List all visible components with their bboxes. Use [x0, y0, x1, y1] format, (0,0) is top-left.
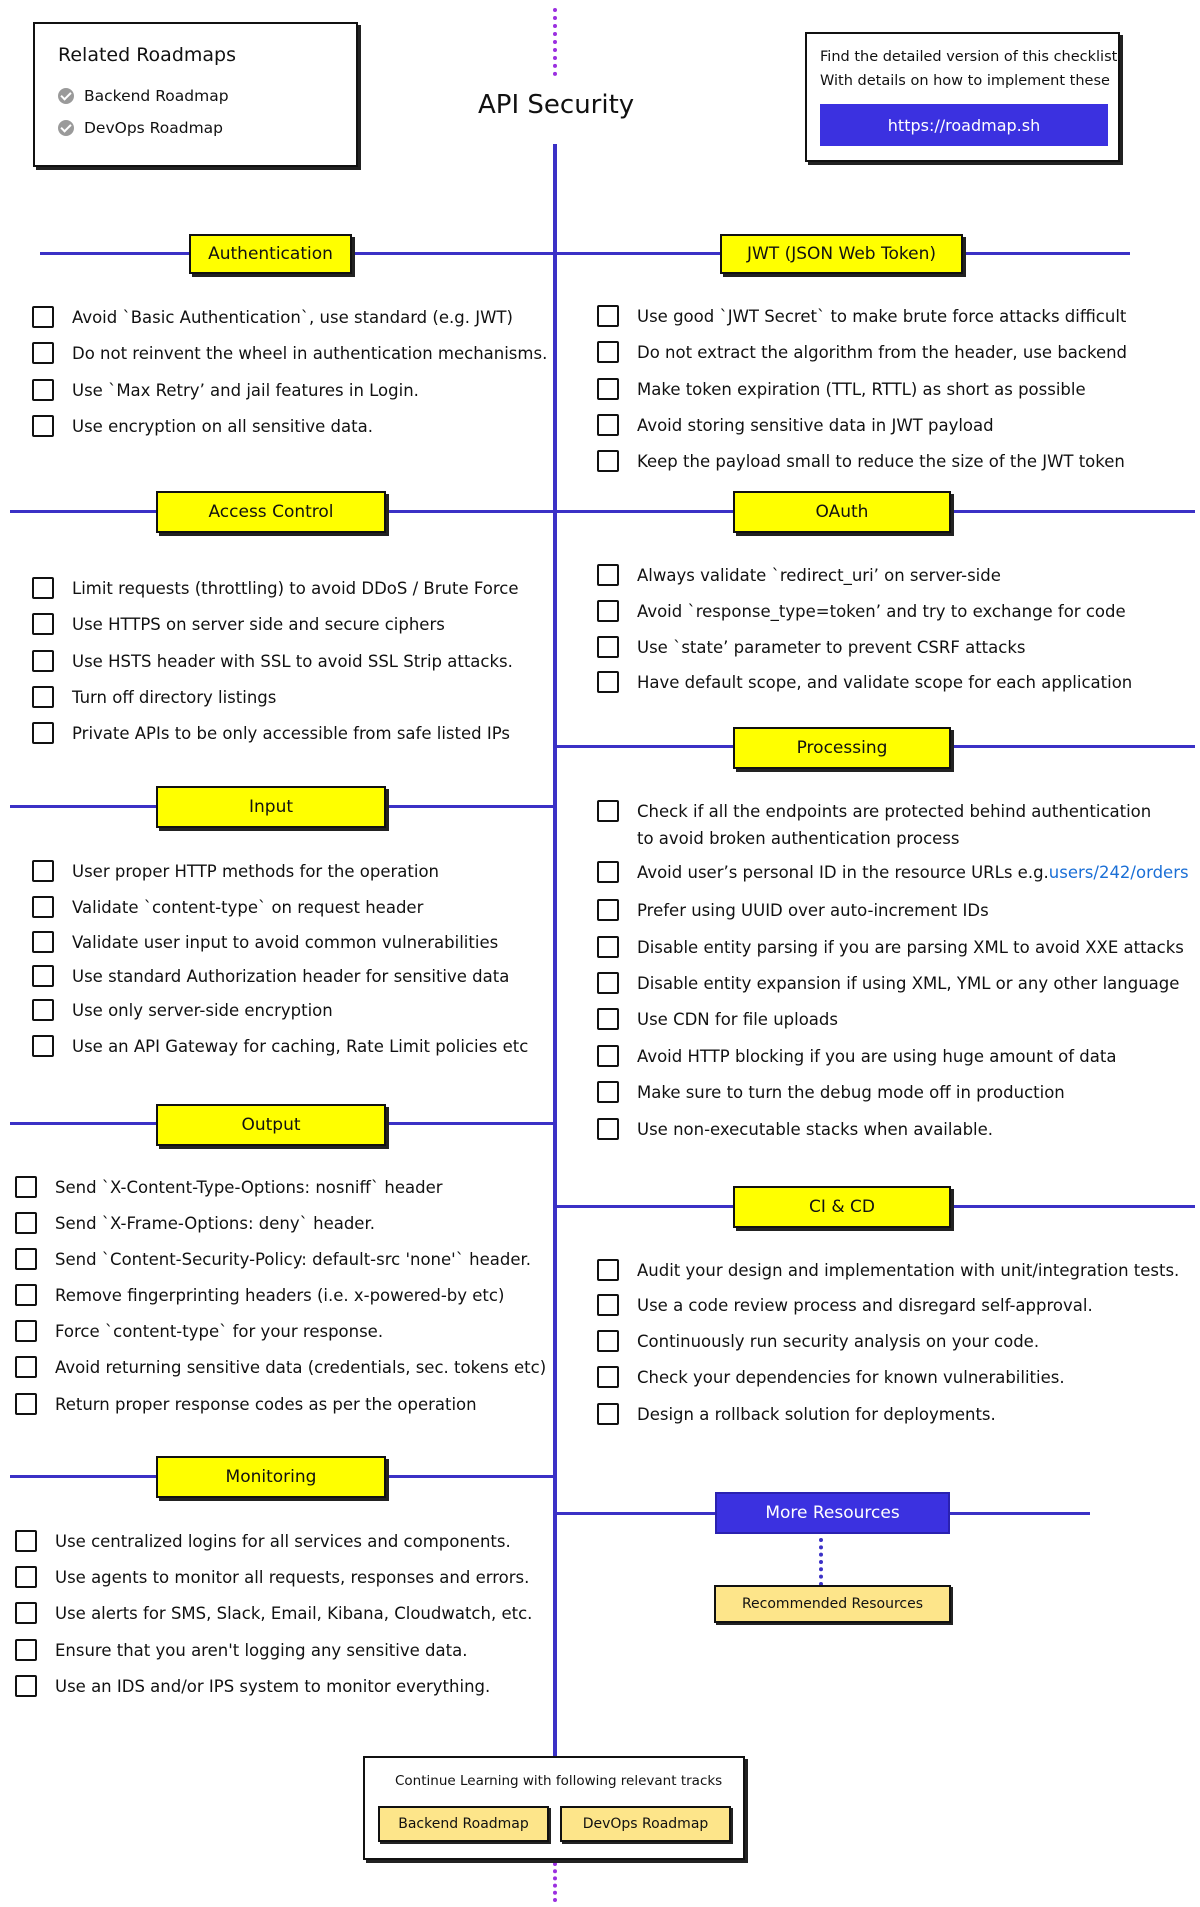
section-oauth[interactable]: OAuth — [733, 491, 951, 533]
item-text: Design a rollback solution for deployments. — [637, 1404, 996, 1424]
checklist-item[interactable] — [597, 1294, 1093, 1316]
checkbox[interactable] — [597, 450, 619, 472]
related-roadmap-devops[interactable] — [58, 119, 223, 137]
checkbox[interactable] — [32, 722, 54, 744]
item-text: Ensure that you aren't logging any sensitive data. — [55, 1640, 468, 1660]
checkbox[interactable] — [597, 378, 619, 400]
item-text: Use standard Authorization header for sensitive data — [72, 966, 510, 986]
checklist-item[interactable] — [32, 613, 445, 635]
checkbox[interactable] — [597, 1330, 619, 1352]
section-input[interactable]: Input — [156, 786, 386, 828]
checkbox[interactable] — [597, 636, 619, 658]
item-text: Send `Content-Security-Policy: default-src 'none'` header. — [55, 1249, 532, 1269]
checklist-item[interactable] — [32, 965, 509, 987]
checkbox[interactable] — [15, 1212, 37, 1234]
bottom-dotted-connector — [553, 1862, 557, 1902]
item-text: Return proper response codes as per the operation — [55, 1394, 477, 1414]
section-cicd[interactable]: CI & CD — [733, 1186, 951, 1228]
item-text: Validate `content-type` on request header — [72, 897, 424, 917]
related-roadmap-label: DevOps Roadmap — [84, 119, 224, 137]
checkbox[interactable] — [597, 341, 619, 363]
checkbox[interactable] — [15, 1176, 37, 1198]
section-output[interactable]: Output — [156, 1104, 386, 1146]
section-access-control[interactable]: Access Control — [156, 491, 386, 533]
checkbox[interactable] — [32, 896, 54, 918]
item-text: Remove fingerprinting headers (i.e. x-powered-by etc) — [55, 1285, 505, 1305]
page-title: API Security — [478, 90, 635, 120]
item-text: Use encryption on all sensitive data. — [72, 416, 373, 436]
checklist-item[interactable] — [597, 861, 1189, 883]
item-text: Avoid storing sensitive data in JWT payload — [637, 415, 994, 435]
main-vertical-line — [553, 144, 557, 1759]
section-processing[interactable]: Processing — [733, 727, 951, 769]
item-text: Use centralized logins for all services and components. — [55, 1531, 511, 1551]
checklist-item[interactable] — [597, 1008, 838, 1030]
item-text: Send `X-Frame-Options: deny` header. — [55, 1213, 375, 1233]
checklist-item[interactable] — [32, 931, 498, 953]
item-text: Continuously run security analysis on your code. — [637, 1331, 1040, 1351]
continue-backend-roadmap-button[interactable]: Backend Roadmap — [378, 1806, 549, 1842]
checkbox[interactable] — [597, 861, 619, 883]
checkbox[interactable] — [597, 414, 619, 436]
item-text: Private APIs to be only accessible from safe listed IPs — [72, 723, 510, 743]
item-text: Check if all the endpoints are protected behind authentication — [637, 801, 1152, 821]
item-text: Avoid user’s personal ID in the resource URLs e.g. — [637, 862, 1049, 882]
checkbox[interactable] — [15, 1602, 37, 1624]
checkbox[interactable] — [32, 999, 54, 1021]
checkbox[interactable] — [597, 936, 619, 958]
item-text: Avoid returning sensitive data (credentials, sec. tokens etc) — [55, 1357, 547, 1377]
checkbox[interactable] — [597, 1366, 619, 1388]
section-jwt[interactable]: JWT (JSON Web Token) — [720, 234, 963, 274]
roadmap-url-button[interactable]: https://roadmap.sh — [820, 104, 1108, 146]
continue-devops-roadmap-button[interactable]: DevOps Roadmap — [560, 1806, 731, 1842]
checklist-item[interactable] — [597, 600, 1126, 622]
item-text: Use non-executable stacks when available. — [637, 1119, 994, 1139]
item-text: Use CDN for file uploads — [637, 1009, 838, 1029]
item-text: Always validate `redirect_uri’ on server-side — [637, 565, 1001, 585]
top-dotted-connector — [553, 8, 557, 76]
item-text: Use `Max Retry’ and jail features in Login. — [72, 380, 419, 400]
item-text: Do not extract the algorithm from the header, use backend — [637, 342, 1128, 362]
item-text: Use good `JWT Secret` to make brute force attacks difficult — [637, 306, 1127, 326]
checklist-item[interactable] — [597, 936, 1184, 958]
item-text: Avoid HTTP blocking if you are using huge amount of data — [637, 1046, 1117, 1066]
checklist-item[interactable] — [15, 1356, 546, 1378]
checklist-item[interactable] — [32, 1035, 528, 1057]
item-text: Use an API Gateway for caching, Rate Limit policies etc — [72, 1036, 529, 1056]
section-more-resources[interactable]: More Resources — [715, 1492, 950, 1534]
checklist-item[interactable] — [15, 1675, 490, 1697]
checklist-item[interactable] — [597, 414, 994, 436]
related-roadmaps-title: Related Roadmaps — [58, 44, 236, 66]
item-text: Avoid `Basic Authentication`, use standard (e.g. JWT) — [72, 307, 513, 327]
checkbox[interactable] — [15, 1284, 37, 1306]
checkbox[interactable] — [32, 306, 54, 328]
checkbox[interactable] — [597, 1081, 619, 1103]
item-text: Use only server-side encryption — [72, 1000, 333, 1020]
checkbox[interactable] — [32, 650, 54, 672]
checklist-item[interactable] — [597, 1259, 1179, 1281]
checkbox[interactable] — [15, 1320, 37, 1342]
checklist-item[interactable] — [15, 1176, 443, 1198]
info-line-1: Find the detailed version of this checklist — [820, 49, 1118, 65]
checkbox[interactable] — [32, 965, 54, 987]
checklist-item[interactable] — [15, 1393, 477, 1415]
checklist-item[interactable] — [597, 972, 1179, 994]
checklist-item[interactable] — [597, 800, 1151, 822]
checkbox[interactable] — [32, 613, 54, 635]
item-text: Turn off directory listings — [72, 687, 277, 707]
checkbox[interactable] — [597, 671, 619, 693]
checkbox[interactable] — [597, 564, 619, 586]
checklist-item[interactable] — [32, 415, 373, 437]
checklist-item[interactable] — [32, 306, 513, 328]
item-text: Use agents to monitor all requests, responses and errors. — [55, 1567, 530, 1587]
checklist-item[interactable] — [597, 1330, 1039, 1352]
checkbox[interactable] — [32, 342, 54, 364]
section-authentication[interactable]: Authentication — [189, 234, 352, 274]
item-text: Use `state’ parameter to prevent CSRF attacks — [637, 637, 1026, 657]
checklist-item[interactable] — [597, 671, 1132, 693]
checklist-item[interactable] — [597, 1045, 1116, 1067]
checkbox[interactable] — [15, 1639, 37, 1661]
check-circle-icon — [58, 88, 74, 104]
checklist-item[interactable] — [597, 305, 1126, 327]
resources-dotted-connector — [819, 1538, 823, 1586]
example-url-link[interactable]: users/242/orders — [1048, 862, 1189, 882]
checkbox[interactable] — [597, 1008, 619, 1030]
checkbox[interactable] — [15, 1530, 37, 1552]
checkbox[interactable] — [597, 600, 619, 622]
checklist-item[interactable] — [597, 1403, 996, 1425]
checklist-item[interactable] — [32, 896, 423, 918]
checkbox[interactable] — [32, 1035, 54, 1057]
item-text: Avoid `response_type=token’ and try to exchange for code — [637, 601, 1126, 621]
checkbox[interactable] — [32, 860, 54, 882]
checkbox[interactable] — [597, 1045, 619, 1067]
checklist-item[interactable] — [597, 1118, 993, 1140]
checkbox[interactable] — [597, 305, 619, 327]
checklist-item[interactable] — [597, 1366, 1065, 1388]
checklist-item[interactable] — [15, 1248, 531, 1270]
item-text: Use alerts for SMS, Slack, Email, Kibana, Cloudwatch, etc. — [55, 1603, 533, 1623]
continue-learning-text: Continue Learning with following relevant tracks — [395, 1773, 723, 1789]
item-text: Limit requests (throttling) to avoid DDoS / Brute Force — [72, 578, 519, 598]
recommended-resources-button[interactable]: Recommended Resources — [714, 1585, 951, 1623]
checklist-item[interactable] — [15, 1320, 383, 1342]
item-text: Make sure to turn the debug mode off in production — [637, 1082, 1065, 1102]
item-text: Send `X-Content-Type-Options: nosniff` header — [55, 1177, 443, 1197]
checklist-item[interactable] — [15, 1566, 529, 1588]
item-text: Prefer using UUID over auto-increment IDs — [637, 900, 989, 920]
checklist-item[interactable] — [597, 450, 1125, 472]
checkbox[interactable] — [597, 899, 619, 921]
checklist-item[interactable] — [32, 650, 513, 672]
checkbox[interactable] — [15, 1675, 37, 1697]
checkbox[interactable] — [32, 379, 54, 401]
checkbox[interactable] — [15, 1356, 37, 1378]
checkbox[interactable] — [597, 972, 619, 994]
item-text: User proper HTTP methods for the operation — [72, 861, 440, 881]
item-text: Disable entity parsing if you are parsing XML to avoid XXE attacks — [637, 937, 1184, 957]
checklist-item[interactable] — [32, 722, 510, 744]
checklist-item[interactable] — [597, 378, 1086, 400]
checklist-item[interactable] — [15, 1530, 511, 1552]
related-roadmap-backend[interactable] — [58, 87, 229, 105]
checklist-item[interactable] — [597, 899, 989, 921]
section-monitoring[interactable]: Monitoring — [156, 1456, 386, 1498]
check-circle-icon — [58, 120, 74, 136]
item-text: Validate user input to avoid common vulnerabilities — [72, 932, 499, 952]
item-text: Make token expiration (TTL, RTTL) as short as possible — [637, 379, 1086, 399]
checklist-item[interactable] — [32, 686, 276, 708]
checklist-item[interactable] — [32, 577, 519, 599]
checkbox[interactable] — [597, 1118, 619, 1140]
item-text: Audit your design and implementation with unit/integration tests. — [637, 1260, 1180, 1280]
checklist-item[interactable] — [32, 999, 333, 1021]
checkbox[interactable] — [597, 1403, 619, 1425]
item-text: Check your dependencies for known vulnerabilities. — [637, 1367, 1065, 1387]
checklist-item[interactable] — [597, 636, 1025, 658]
checkbox[interactable] — [597, 800, 619, 822]
item-text: Keep the payload small to reduce the size of the JWT token — [637, 451, 1125, 471]
checklist-item[interactable] — [597, 341, 1127, 363]
checkbox[interactable] — [15, 1248, 37, 1270]
checkbox[interactable] — [32, 415, 54, 437]
checklist-item[interactable] — [32, 379, 419, 401]
item-text: Use HTTPS on server side and secure ciphers — [72, 614, 445, 634]
checklist-item[interactable] — [15, 1639, 467, 1661]
checkbox[interactable] — [32, 686, 54, 708]
checkbox[interactable] — [597, 1259, 619, 1281]
item-text: Use an IDS and/or IPS system to monitor everything. — [55, 1676, 491, 1696]
checkbox[interactable] — [15, 1566, 37, 1588]
checklist-item[interactable] — [15, 1602, 532, 1624]
checklist-item[interactable] — [32, 342, 547, 364]
checklist-item[interactable] — [15, 1284, 504, 1306]
checkbox[interactable] — [597, 1294, 619, 1316]
info-line-2: With details on how to implement these — [820, 73, 1110, 89]
item-text: Disable entity expansion if using XML, YML or any other language — [637, 973, 1180, 993]
item-text: Have default scope, and validate scope for each application — [637, 672, 1133, 692]
related-roadmap-label: Backend Roadmap — [84, 87, 229, 105]
checkbox[interactable] — [32, 931, 54, 953]
item-text-continued: to avoid broken authentication process — [637, 829, 960, 848]
checkbox[interactable] — [15, 1393, 37, 1415]
checklist-item[interactable] — [15, 1212, 375, 1234]
item-text: Use HSTS header with SSL to avoid SSL Strip attacks. — [72, 651, 513, 671]
checkbox[interactable] — [32, 577, 54, 599]
checklist-item[interactable] — [597, 1081, 1065, 1103]
item-text: Use a code review process and disregard self-approval. — [637, 1295, 1093, 1315]
item-text: Force `content-type` for your response. — [55, 1321, 384, 1341]
checklist-item[interactable] — [597, 564, 1001, 586]
checklist-item[interactable] — [32, 860, 439, 882]
item-text: Do not reinvent the wheel in authentication mechanisms. — [72, 343, 548, 363]
